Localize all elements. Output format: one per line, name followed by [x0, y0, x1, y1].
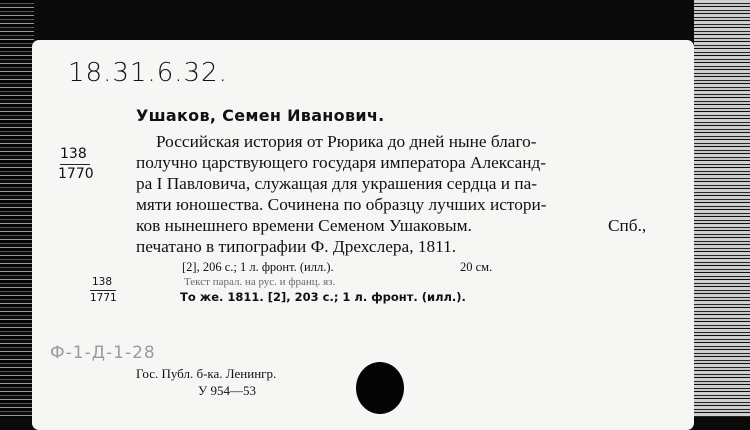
catalog-card [32, 40, 694, 430]
call-number-2-top: 138 [92, 276, 113, 288]
accession-number: 18.31.6.32. [68, 58, 228, 88]
collation: [2], 206 с.; 1 л. фронт. (илл.). [182, 260, 334, 274]
card-punch-hole [356, 362, 404, 414]
call-number-1-top: 138 [60, 146, 87, 162]
imprint-place: Спб., [608, 216, 647, 235]
call-number-2-bottom: 1771 [90, 292, 117, 304]
author-heading: Ушаков, Семен Иванович. [136, 106, 385, 125]
title-line: Российская история от Рюрика до дней ныне благо- [156, 132, 537, 151]
size: 20 см. [460, 260, 493, 274]
title-line: ра I Павловича, служащая для украшения сердца и па- [136, 174, 538, 193]
scan-edge-right [694, 0, 750, 417]
imprint-line: печатано в типографии Ф. Дрехслера, 1811. [136, 237, 457, 256]
call-number-2-rule [90, 290, 116, 291]
faint-note: Текст парал. на рус. и франц. яз. [184, 276, 336, 288]
library-stamp-line-1: Гос. Публ. б-ка. Ленингр. [136, 366, 277, 381]
faded-handwriting: Ф-1-Д-1-28 [50, 343, 156, 363]
title-line: мяти юношества. Сочинена по образцу лучших истори- [136, 195, 547, 214]
call-number-1-rule [60, 164, 90, 165]
handwritten-note: То же. 1811. [2], 203 с.; 1 л. фронт. (илл.). [180, 290, 466, 304]
call-number-1-bottom: 1770 [58, 166, 94, 182]
title-line: получно царствующего государя императора Александ- [136, 153, 547, 172]
scan-edge-left [0, 0, 34, 417]
title-line: ков нынешнего времени Семеном Ушаковым. [136, 216, 472, 235]
library-stamp-line-2: У 954—53 [198, 383, 256, 398]
